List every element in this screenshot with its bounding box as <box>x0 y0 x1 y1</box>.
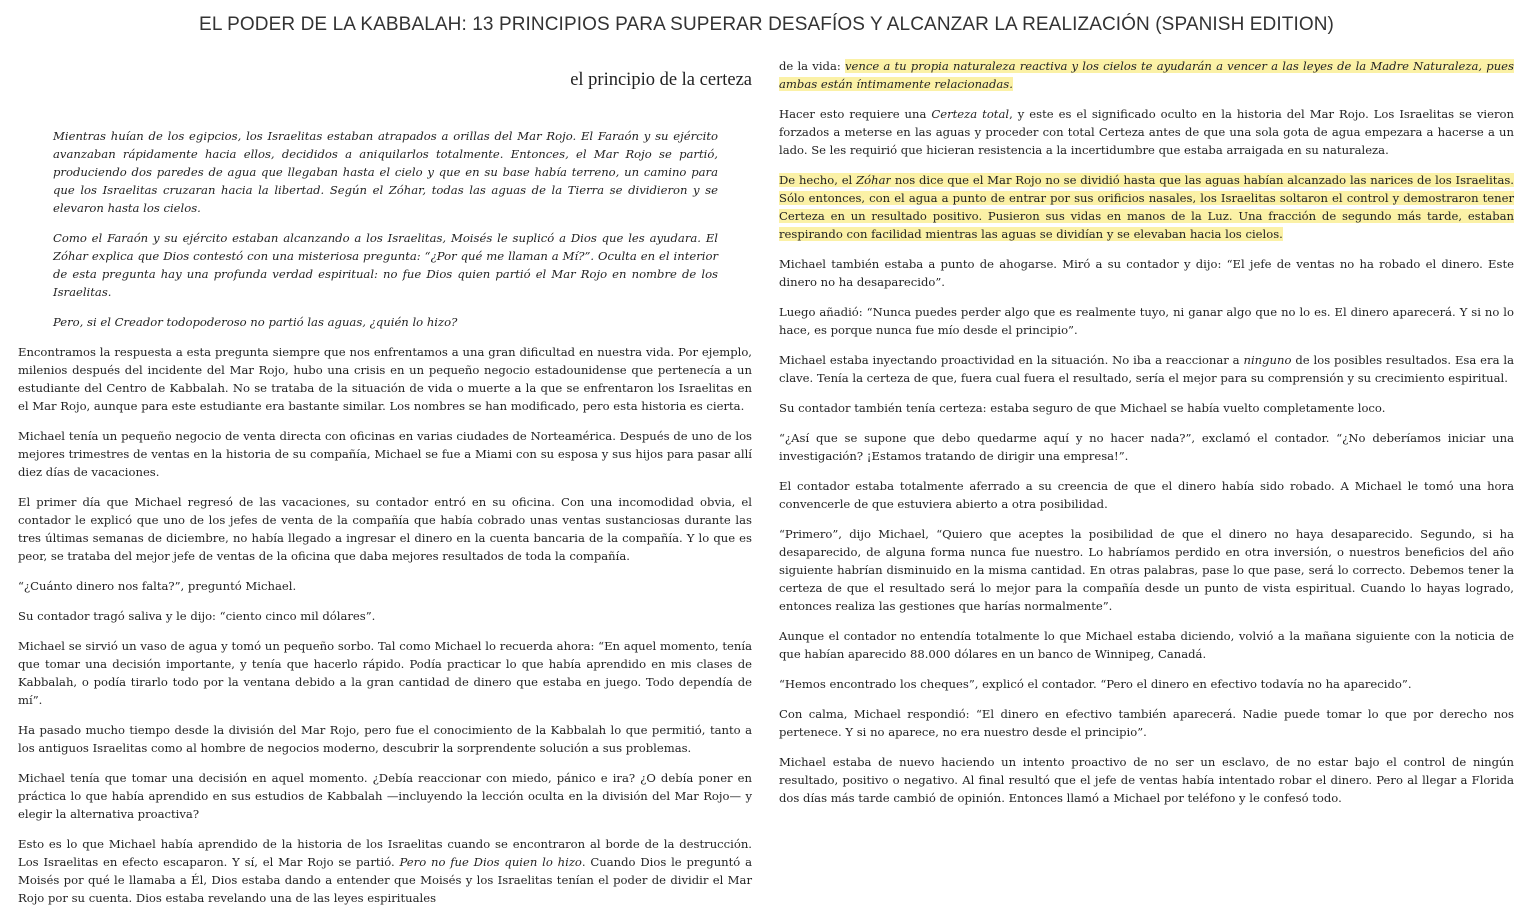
book-title: EL PODER DE LA KABBALAH: 13 PRINCIPIOS PARA SUPERAR DESAFÍOS Y ALCANZAR LA REALIZACIÓN (SPANISH EDITION) <box>199 14 1334 35</box>
body-paragraph: Michael tenía un pequeño negocio de venta directa con oficinas en varias ciudades de Norteamérica. Después de uno de los mejores trimestres de ventas en la historia de su compañía, Michael se fue a Miami con su esposa y sus hijos para pasar allí diez días de vacaciones. <box>18 429 752 479</box>
body-paragraph: Con calma, Michael respondió: “El dinero en efectivo también aparecerá. Nadie puede tomar lo que por derecho nos pertenece. Y si no aparece, no era nuestro desde el principio”. <box>779 707 1514 739</box>
body-paragraph: Luego añadió: “Nunca puedes perder algo que es realmente tuyo, ni ganar algo que no lo es. El dinero aparecerá. Y si no lo hace, es porque nunca fue mío desde el principio”. <box>779 305 1514 337</box>
body-paragraph: “Hemos encontrado los cheques”, explicó el contador. “Pero el dinero en efectivo todavía no ha aparecido”. <box>779 677 1412 691</box>
emphasis-text: Certeza total <box>931 107 1010 121</box>
body-paragraph: Michael también estaba a punto de ahogarse. Miró a su contador y dijo: “El jefe de ventas no ha robado el dinero. Este dinero no ha desaparecido”. <box>779 257 1514 289</box>
highlighted-passage[interactable]: nos dice que el Mar Rojo no se dividió hasta que las aguas habían alcanzado las narices de los Israelitas. Sólo entonces, con el agua a punto de entrar por sus orificios nasales, los Israelitas soltaron el control y demostraron tener Certeza en un resultado positivo. Pusieron sus vidas en manos de la Luz. Una fracción de segundo más tarde, estaban respirando con facilidad mientras las aguas se dividían y se elevaban hacia los cielos. <box>779 173 1514 241</box>
body-paragraph: El primer día que Michael regresó de las vacaciones, su contador entró en su oficina. Con una incomodidad obvia, el contador le explicó que uno de los jefes de venta de la compañía que había cobrado unas ventas sustanciosas durante las tres últimas semanas de diciembre, no había llegado a ingresar el dinero en la cuenta bancaria de la compañía. Y lo que es peor, se trataba del mejor jefe de ventas de la oficina que daba mejores resultados de toda la compañía. <box>18 495 752 563</box>
body-paragraph: Michael estaba de nuevo haciendo un intento proactivo de no ser un esclavo, de no estar bajo el control de ningún resultado, positivo o negativo. Al final resultó que el jefe de ventas había intentado robar el dinero. Pero al llegar a Florida dos días más tarde cambió de opinión. Entonces llamó a Michael por teléfono y le confesó todo. <box>779 755 1514 805</box>
body-paragraph: Su contador tragó saliva y le dijo: “ciento cinco mil dólares”. <box>18 609 376 623</box>
emphasis-text: ninguno <box>1243 353 1292 367</box>
text-run: Michael estaba inyectando proactividad en la situación. No iba a reaccionar a <box>779 353 1244 367</box>
body-paragraph: “¿Cuánto dinero nos falta?”, preguntó Michael. <box>18 579 297 593</box>
text-run: Hacer esto requiere una <box>779 107 932 121</box>
body-paragraph <box>779 105 1514 159</box>
body-paragraph: Su contador también tenía certeza: estaba seguro de que Michael se había vuelto completamente loco. <box>779 401 1386 415</box>
body-paragraph <box>779 57 1514 93</box>
body-paragraph: Michael se sirvió un vaso de agua y tomó un pequeño sorbo. Tal como Michael lo recuerda ahora: “En aquel momento, tenía que tomar una decisión importante, y tenía que hacerlo rápido. Podía practicar lo que había aprendido en mis clases de Kabbalah, o podía tirarlo todo por la ventana debido a la gran cantidad de dinero que estaba en juego. Todo dependía de mí”. <box>18 639 752 707</box>
highlighted-passage[interactable]: De hecho, el <box>779 173 857 187</box>
body-paragraph: “Primero”, dijo Michael, “Quiero que aceptes la posibilidad de que el dinero no haya desaparecido. Segundo, si ha desaparecido, de alguna forma nunca fue nuestro. Lo habríamos perdido en otra inversión, o nuestros beneficios del año siguiente habrían disminuido en la misma cantidad. En otras palabras, pase lo que pase, será lo correcto. Debemos tener la certeza de que el resultado será lo mejor para la compañía desde un punto de vista espiritual. Cuando lo hayas logrado, entonces realiza las gestiones que harías normalmente”. <box>779 527 1514 613</box>
chapter-title: el principio de la certeza <box>570 70 752 90</box>
body-paragraph: Aunque el contador no entendía totalmente lo que Michael estaba diciendo, volvió a la mañana siguiente con la noticia de que habían aparecido 88.000 dólares en un banco de Winnipeg, Canadá. <box>779 629 1514 661</box>
highlighted-paragraph[interactable] <box>779 171 1514 243</box>
text-run: de la vida: <box>779 59 845 73</box>
highlighted-passage[interactable]: vence a tu propia naturaleza reactiva y los cielos te ayudarán a vencer a las leyes de la Madre Naturaleza, pues ambas están íntimamente relacionadas. <box>779 59 1514 91</box>
chapter-intro <box>53 127 718 331</box>
body-paragraph <box>779 351 1514 387</box>
body-paragraph: Encontramos la respuesta a esta pregunta siempre que nos enfrentamos a una gran dificultad en nuestra vida. Por ejemplo, milenios después del incidente del Mar Rojo, hubo una crisis en un pequeño negocio estadounidense que pertenecía a un estudiante del Centro de Kabbalah. No se trataba de la situación de vida o muerte a la que se enfrentaron los Israelitas en el Mar Rojo, aunque para este estudiante era bastante similar. Los nombres se han modificado, pero esta historia es cierta. <box>18 345 752 413</box>
text-run: Esto es lo que Michael había aprendido de la historia de los Israelitas cuando se encontraron al borde de la destrucción. Los Israelitas en efecto escaparon. Y sí, el Mar Rojo se partió. <box>18 837 752 869</box>
emphasis-text: Pero no fue Dios quien lo hizo <box>399 855 582 869</box>
body-paragraph <box>18 835 752 907</box>
body-paragraph: El contador estaba totalmente aferrado a su creencia de que el dinero había sido robado. A Michael le tomó una hora convencerle de que estuviera abierto a otra posibilidad. <box>779 479 1514 511</box>
intro-paragraph: Como el Faraón y su ejército estaban alcanzando a los Israelitas, Moisés le suplicó a Dios que les ayudara. El Zóhar explica que Dios contestó con una misteriosa pregunta: “¿Por qué me llaman a Mí?”. Oculta en el interior de esta pregunta hay una profunda verdad espiritual: no fue Dios quien partió el Mar Rojo en nombre de los Israelitas. <box>53 231 718 299</box>
intro-paragraph: Mientras huían de los egipcios, los Israelitas estaban atrapados a orillas del Mar Rojo. El Faraón y su ejército avanzaban rápidamente hacia ellos, decididos a aniquilarlos totalmente. Entonces, el Mar Rojo se partió, produciendo dos paredes de agua que llegaban hasta el cielo y que en su base había terreno, un camino para que los Israelitas cruzaran hacia la libertad. Según el Zóhar, todas las aguas de la Tierra se dividieron y se elevaron hasta los cielos. <box>53 129 718 215</box>
text-run: , y este es el significado oculto en la historia del Mar Rojo. Los Israelitas se vieron forzados a meterse en las aguas y proceder con total Certeza antes de que una sola gota de agua empezara a hacerse a un lado. Se les requirió que hicieran resistencia a la incertidumbre que estaba arraigada en su naturaleza. <box>779 107 1514 157</box>
highlighted-passage[interactable]: Zóhar <box>856 173 892 187</box>
body-paragraph: “¿Así que se supone que debo quedarme aquí y no hacer nada?”, exclamó el contador. “¿No deberíamos iniciar una investigación? ¡Estamos tratando de dirigir una empresa!”. <box>779 431 1514 463</box>
body-paragraph: Ha pasado mucho tiempo desde la división del Mar Rojo, pero fue el conocimiento de la Kabbalah lo que permitió, tanto a los antiguos Israelitas como al hombre de negocios moderno, descubrir la sorprendente solución a sus problemas. <box>18 723 752 755</box>
right-page <box>779 57 1514 819</box>
body-paragraph: Michael tenía que tomar una decisión en aquel momento. ¿Debía reaccionar con miedo, pánico e ira? ¿O debía poner en práctica lo que había aprendido en sus estudios de Kabbalah —incluyendo la lección oculta en la división del Mar Rojo— y elegir la alternativa proactiva? <box>18 771 752 821</box>
left-page <box>18 57 752 919</box>
text-run: . Cuando Dios le preguntó a Moisés por qué le llamaba a Él, Dios estaba dando a entender que Moisés y los Israelitas tenían el poder de dividir el Mar Rojo por su cuenta. Dios estaba revelando una de las leyes espirituales <box>18 855 753 905</box>
text-run: de los posibles resultados. Esa era la clave. Tenía la certeza de que, fuera cual fuera el resultado, sería el mejor para su comprensión y su crecimiento espiritual. <box>779 353 1514 385</box>
intro-paragraph: Pero, si el Creador todopoderoso no partió las aguas, ¿quién lo hizo? <box>53 315 458 329</box>
